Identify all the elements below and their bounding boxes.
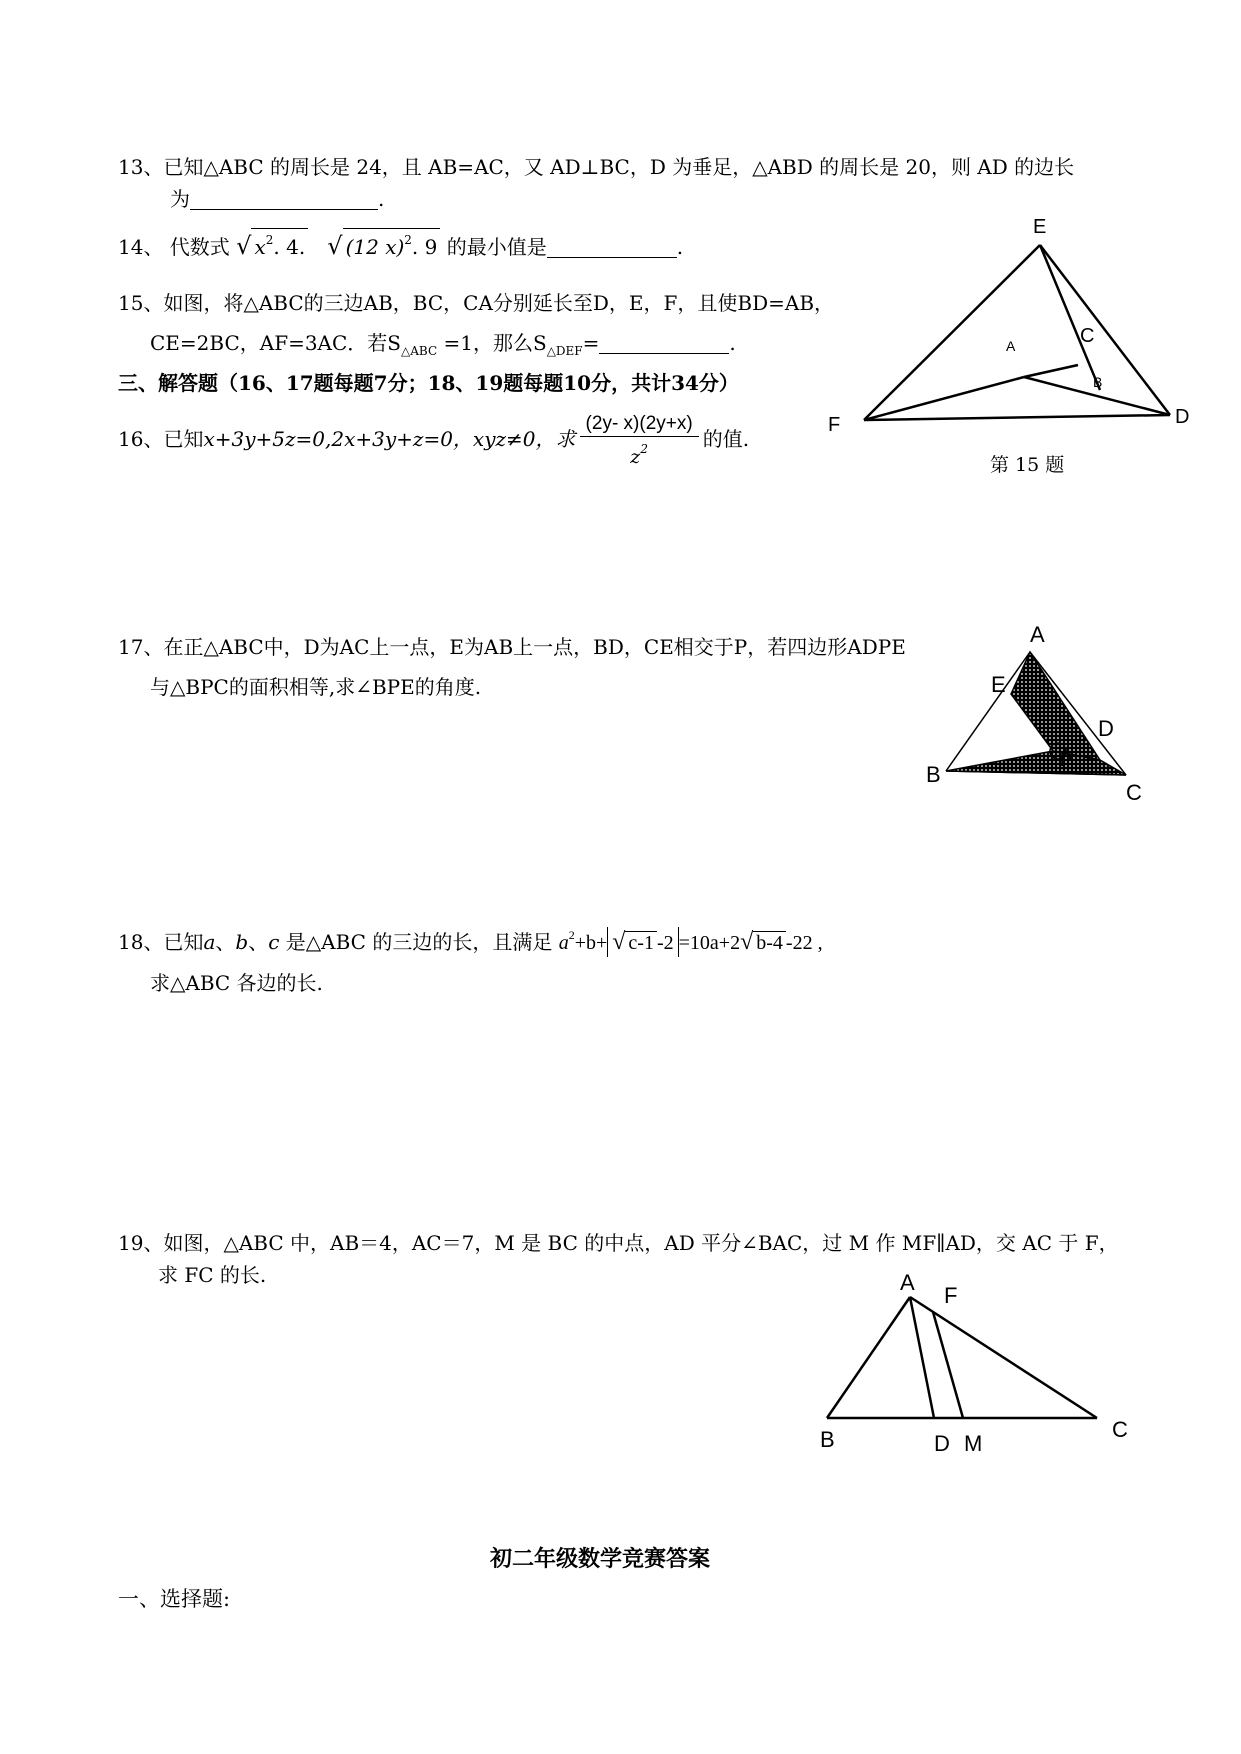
q14-answer-blank[interactable] bbox=[547, 237, 677, 258]
q18-equation: $a^2+b+$ √ c-1 -2 =10a+2√ b-4 -22 , bbox=[558, 928, 823, 955]
q16-prefix: 16、已知 bbox=[118, 427, 204, 451]
fig15-label-d: D bbox=[1175, 406, 1190, 428]
answer-title: 初二年级数学竞赛答案 bbox=[490, 1546, 711, 1572]
q14-expr1-rest: 4 bbox=[279, 235, 299, 259]
fig15-label-b: B bbox=[1093, 374, 1103, 390]
q15-text-b: =1，那么S bbox=[437, 331, 547, 355]
q18-var-c: c bbox=[268, 930, 280, 954]
q15-line1: 15、如图，将△ABC的三边AB，BC，CA分别延长至D，E，F，且使BD=AB， bbox=[118, 291, 835, 315]
q19-line1: 19、如图，△ABC 中，AB＝4，AC＝7，M 是 BC 的中点，AD 平分∠BAC，过 M 作 MF∥AD，交 AC 于 F， bbox=[118, 1231, 1119, 1255]
q14-expr1-radicand: x bbox=[254, 235, 266, 259]
q14-expression-2: √ (12 x)$^2$. 9 bbox=[327, 235, 440, 259]
q16-condition: x+3y+5z=0,2x+3y+z=0，xyz≠0，求 bbox=[203, 427, 576, 451]
section3-heading: 三、解答题（16、17题每题7分；18、19题每题10分，共计34分） bbox=[118, 371, 739, 395]
fig15-label-e: E bbox=[1033, 216, 1047, 238]
q18-prefix: 18、已知 bbox=[118, 930, 204, 954]
q18-var-a: a bbox=[203, 930, 216, 954]
q15-text-c: = bbox=[582, 331, 600, 355]
q18-line1: 18、已知a、b、c 是△ABC 的三边的长，且满足 $a^2+b+$ √ c-1 -2 =10a+2√ b-4 -22 , bbox=[118, 928, 823, 955]
figure-q19 bbox=[810, 1265, 1150, 1465]
q16-den-sup: 2 bbox=[640, 442, 648, 456]
fig15-edge-fd bbox=[864, 415, 1170, 420]
fig19-label-f: F bbox=[944, 1283, 958, 1308]
q17-line2: 与△BPC的面积相等,求∠BPE的角度. bbox=[150, 675, 482, 699]
q14-expr2-radicand: (12 x) bbox=[345, 235, 405, 259]
q15-text-a: CE=2BC，AF=3AC．若S bbox=[150, 331, 402, 355]
q16-suffix: 的值. bbox=[702, 427, 750, 451]
q15-sub-abc: △ABC bbox=[401, 344, 438, 358]
q14-expression-1: √ $x^2$. 4. bbox=[236, 235, 308, 259]
q14-expr2-sup: 2 bbox=[404, 233, 412, 247]
fig15-edge-ef bbox=[864, 245, 1040, 420]
fig19-label-c: C bbox=[1112, 1417, 1128, 1442]
q14-line bbox=[118, 228, 683, 260]
fig19-label-b: B bbox=[820, 1427, 835, 1452]
q14-expr1-sup: 2 bbox=[265, 233, 274, 247]
fig19-segment-ad bbox=[910, 1297, 934, 1418]
fig15-edge-fa bbox=[864, 377, 1024, 420]
q18-var-b: b bbox=[235, 930, 249, 954]
q18-line2: 求△ABC 各边的长. bbox=[150, 971, 323, 995]
q13-suffix: . bbox=[378, 187, 385, 211]
fig19-label-m: M bbox=[964, 1431, 983, 1456]
fig19-label-a: A bbox=[900, 1270, 915, 1295]
q16-numerator: (2y- x)(2y+x) bbox=[580, 412, 699, 437]
fig15-edge-ec bbox=[1040, 245, 1103, 390]
fig17-label-a: A bbox=[1030, 622, 1045, 647]
q16-denominator: $z^2$ bbox=[630, 442, 648, 468]
fig15-label-f: F bbox=[828, 414, 841, 436]
answer-section-1: 一、选择题: bbox=[118, 1587, 231, 1611]
fig19-edge-ac bbox=[910, 1297, 1097, 1418]
q15-answer-blank[interactable] bbox=[599, 333, 729, 354]
fig15-label-a: A bbox=[1006, 338, 1016, 354]
fig17-label-d: D bbox=[1098, 716, 1114, 741]
q16-fraction bbox=[580, 412, 699, 469]
q13-line1: 13、已知△ABC 的周长是 24，且 AB=AC，又 AD⊥BC，D 为垂足，△ABD 的周长是 20，则 AD 的边长 bbox=[118, 155, 1075, 179]
fig17-label-e: E bbox=[991, 672, 1006, 697]
fig15-label-c: C bbox=[1080, 325, 1095, 347]
q18-rhs-radical: b-4 bbox=[753, 931, 786, 954]
fig17-label-b: B bbox=[926, 762, 941, 787]
q14-end: . bbox=[676, 235, 684, 259]
q15-line2 bbox=[150, 330, 736, 364]
fig15-edge-ed bbox=[1040, 245, 1170, 415]
fig15-edge-ac bbox=[1024, 365, 1078, 377]
fig19-edge-ab bbox=[827, 1297, 910, 1418]
q13-answer-blank[interactable] bbox=[190, 189, 378, 210]
figure-q15 bbox=[810, 205, 1190, 465]
q16-line bbox=[118, 412, 749, 469]
q14-suffix: 的最小值是 bbox=[446, 235, 547, 259]
q15-sub-def: △DEF bbox=[546, 344, 583, 358]
figure-q17 bbox=[920, 620, 1180, 820]
q15-end: . bbox=[729, 331, 736, 355]
fig15-caption: 第 15 题 bbox=[990, 454, 1065, 476]
fig17-label-p: P bbox=[1060, 750, 1073, 770]
q19-line2: 求 FC 的长. bbox=[158, 1263, 267, 1287]
q18-absolute-value: √ c-1 -2 bbox=[607, 927, 678, 957]
fig19-label-d: D bbox=[934, 1431, 950, 1456]
q17-line1: 17、在正△ABC中，D为AC上一点，E为AB上一点，BD，CE相交于P，若四边形ADPE bbox=[118, 635, 906, 659]
q13-line2 bbox=[170, 186, 384, 212]
q13-prefix: 为 bbox=[170, 187, 190, 211]
fig17-label-c: C bbox=[1126, 780, 1142, 805]
q14-expr2-rest: 9 bbox=[418, 235, 438, 259]
fig17-edge-ab bbox=[946, 652, 1030, 771]
q18-middle: 是△ABC 的三边的长，且满足 bbox=[279, 930, 553, 954]
q14-prefix: 14、 代数式 bbox=[118, 235, 230, 259]
